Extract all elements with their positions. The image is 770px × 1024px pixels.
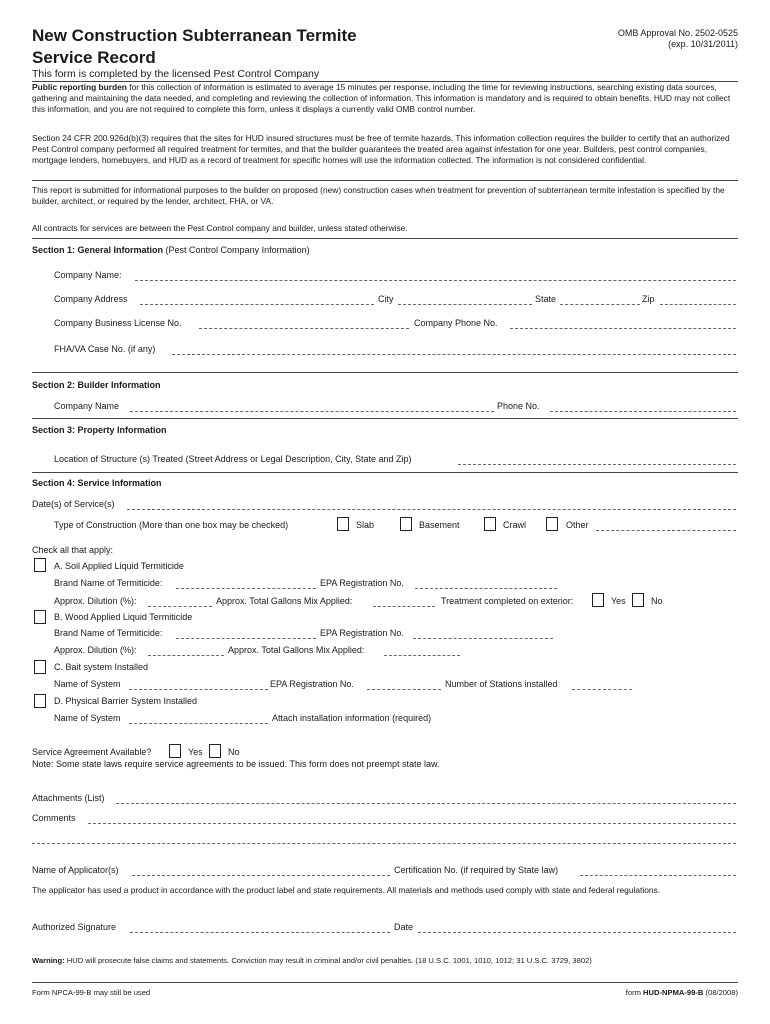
wood-epa-label: EPA Registration No.: [320, 628, 404, 638]
soil-epa-field[interactable]: [415, 588, 557, 589]
barrier-name-label: Name of System: [54, 713, 121, 723]
builder-name-label: Company Name: [54, 401, 120, 411]
warning-text: HUD will prosecute false claims and statements. Conviction may result in criminal and/or civil penalties. (18 U.S.C. 1001, 1010, 1012; 31 U.S.C. 3729, 3802): [64, 956, 592, 965]
agreement-no-label: No: [228, 747, 240, 757]
section3-title: Section 3: Property Information: [32, 425, 167, 435]
wood-gallons-label: Approx. Total Gallons Mix Applied:: [228, 645, 365, 655]
license-field[interactable]: [199, 328, 409, 329]
other-label: Other: [566, 520, 589, 530]
footer-old-form-note: Form NPCA-99-B may still be used: [32, 988, 151, 997]
builder-name-field[interactable]: [130, 411, 494, 412]
bait-name-field[interactable]: [129, 689, 268, 690]
state-law-note: Note: Some state laws require service agreements to be issued. This form does not preempt state law.: [32, 759, 440, 769]
bait-name-label: Name of System: [54, 679, 121, 689]
report-paragraph: This report is submitted for informational purposes to the builder on proposed (new) construction cases when treatment for prevention of subterranean termite infestation is specified by the builder, architect, or required by the lender, architect, FHA, or VA.: [32, 185, 725, 206]
form-subtitle: This form is completed by the licensed Pest Control Company: [32, 68, 320, 80]
fha-label: FHA/VA Case No. (if any): [54, 344, 156, 354]
section4-title: Section 4: Service Information: [32, 478, 162, 488]
applicator-field[interactable]: [132, 875, 390, 876]
soil-brand-label: Brand Name of Termiticide:: [54, 578, 163, 588]
attachments-label: Attachments (List): [32, 793, 105, 803]
fha-field[interactable]: [172, 354, 736, 355]
exterior-yes-checkbox[interactable]: [592, 593, 604, 607]
crawl-label: Crawl: [503, 520, 527, 530]
company-address-field[interactable]: [140, 304, 374, 305]
contracts-paragraph: All contracts for services are between the Pest Control company and builder, unless stated otherwise.: [32, 223, 408, 233]
certification-label: Certification No. (if required by State law): [394, 865, 559, 875]
form-title-line1: New Construction Subterranean Termite: [32, 26, 357, 45]
agreement-no-checkbox[interactable]: [209, 744, 221, 758]
wood-gallons-field[interactable]: [384, 655, 460, 656]
slab-label: Slab: [356, 520, 375, 530]
section2-title: Section 2: Builder Information: [32, 380, 161, 390]
compliance-statement: The applicator has used a product in accordance with the product label and state requirements. All materials and methods used comply with state and federal regulations.: [32, 885, 661, 895]
omb-expiration: (exp. 10/31/2011): [668, 39, 738, 49]
soil-gallons-label: Approx. Total Gallons Mix Applied:: [216, 596, 353, 606]
location-label: Location of Structure (s) Treated (Street Address or Legal Description, City, State and Zip): [54, 454, 412, 464]
location-field[interactable]: [458, 464, 736, 465]
soil-dilution-field[interactable]: [148, 606, 212, 607]
soil-brand-field[interactable]: [176, 588, 316, 589]
section1-title: Section 1: General Information (Pest Control Company Information): [32, 245, 310, 255]
divider: [32, 238, 738, 239]
barrier-system-checkbox[interactable]: [34, 694, 46, 708]
state-label: State: [535, 294, 557, 304]
bait-epa-label: EPA Registration No.: [270, 679, 354, 689]
form-title-line2: Service Record: [32, 48, 156, 67]
bait-epa-field[interactable]: [367, 689, 441, 690]
warning-label: Warning:: [32, 956, 65, 965]
omb-approval: OMB Approval No. 2502-0525: [617, 28, 738, 38]
agreement-label: Service Agreement Available?: [32, 747, 152, 757]
burden-text: for this collection of information is estimated to average 15 minutes per response, including the time for reviewing instructions, searching existing data sources, gathering and maintaining the data needed, and completing and reviewing the collection of information. This information is mandatory and is required to obtain benefits. HUD may not collect this information, and you are not required to complete this form, unless it displays a currently valid OMB control number.: [32, 82, 731, 114]
divider: [32, 982, 738, 983]
divider: [32, 418, 738, 419]
exterior-no-checkbox[interactable]: [632, 593, 644, 607]
barrier-system-label: D. Physical Barrier System Installed: [54, 696, 198, 706]
builder-phone-label: Phone No.: [497, 401, 540, 411]
basement-checkbox[interactable]: [400, 517, 412, 531]
bait-stations-label: Number of Stations installed: [445, 679, 558, 689]
company-address-label: Company Address: [54, 294, 128, 304]
company-phone-field[interactable]: [510, 328, 736, 329]
footer-form-number: form HUD-NPMA-99-B (08/2008): [625, 988, 738, 997]
comments-field-line2[interactable]: [32, 843, 736, 844]
exterior-yes-label: Yes: [611, 596, 626, 606]
signature-label: Authorized Signature: [32, 922, 117, 932]
comments-field[interactable]: [88, 823, 736, 824]
basement-label: Basement: [419, 520, 460, 530]
city-label: City: [378, 294, 394, 304]
applicator-label: Name of Applicator(s): [32, 865, 119, 875]
other-checkbox[interactable]: [546, 517, 558, 531]
service-dates-label: Date(s) of Service(s): [32, 499, 115, 509]
construction-label: Type of Construction (More than one box may be checked): [54, 520, 289, 530]
zip-label: Zip: [642, 294, 655, 304]
bait-stations-field[interactable]: [572, 689, 632, 690]
zip-field[interactable]: [660, 304, 736, 305]
agreement-yes-checkbox[interactable]: [169, 744, 181, 758]
exterior-label: Treatment completed on exterior:: [441, 596, 574, 606]
soil-gallons-field[interactable]: [373, 606, 435, 607]
certification-field[interactable]: [580, 875, 736, 876]
soil-termiticide-label: A. Soil Applied Liquid Termiticide: [54, 561, 184, 571]
slab-checkbox[interactable]: [337, 517, 349, 531]
license-label: Company Business License No.: [54, 318, 182, 328]
section24-paragraph: Section 24 CFR 200.926d(b)(3) requires that the sites for HUD insured structures must be free of termite hazards. This information collection requires the builder to certify that an authorized Pest Control company performed all required treatment for termites, and that the builder guarantees the treated area against infestation for one year. Builders, pest control companies, mortgage lenders, homebuyers, and HUD as a record of treatment for specific homes will use the information collected. The information is not considered confidential.: [32, 133, 730, 165]
burden-label: Public reporting burden: [32, 82, 127, 92]
company-phone-label: Company Phone No.: [414, 318, 498, 328]
date-field[interactable]: [418, 932, 736, 933]
bait-system-checkbox[interactable]: [34, 660, 46, 674]
comments-label: Comments: [32, 813, 76, 823]
crawl-checkbox[interactable]: [484, 517, 496, 531]
exterior-no-label: No: [651, 596, 663, 606]
service-dates-field[interactable]: [127, 509, 736, 510]
wood-brand-field[interactable]: [176, 638, 316, 639]
soil-termiticide-checkbox[interactable]: [34, 558, 46, 572]
divider: [32, 372, 738, 373]
wood-dilution-field[interactable]: [148, 655, 224, 656]
wood-termiticide-checkbox[interactable]: [34, 610, 46, 624]
state-field[interactable]: [560, 304, 640, 305]
barrier-attach-label: Attach installation information (required): [272, 713, 432, 723]
signature-field[interactable]: [130, 932, 390, 933]
company-name-field[interactable]: [135, 280, 736, 281]
burden-paragraph: [32, 82, 744, 114]
warning-statement: [32, 956, 592, 965]
wood-epa-field[interactable]: [413, 638, 553, 639]
barrier-name-field[interactable]: [129, 723, 268, 724]
check-all-label: Check all that apply:: [32, 545, 114, 555]
bait-system-label: C. Bait system Installed: [54, 662, 149, 672]
other-field[interactable]: [596, 530, 736, 531]
wood-termiticide-label: B. Wood Applied Liquid Termiticide: [54, 612, 193, 622]
wood-dilution-label: Approx. Dilution (%):: [54, 645, 137, 655]
agreement-yes-label: Yes: [188, 747, 203, 757]
attachments-field[interactable]: [116, 803, 736, 804]
soil-epa-label: EPA Registration No.: [320, 578, 404, 588]
date-label: Date: [394, 922, 414, 932]
soil-dilution-label: Approx. Dilution (%):: [54, 596, 137, 606]
builder-phone-field[interactable]: [550, 411, 736, 412]
divider: [32, 472, 738, 473]
city-field[interactable]: [398, 304, 532, 305]
divider: [32, 180, 738, 181]
wood-brand-label: Brand Name of Termiticide:: [54, 628, 163, 638]
company-name-label: Company Name:: [54, 270, 122, 280]
